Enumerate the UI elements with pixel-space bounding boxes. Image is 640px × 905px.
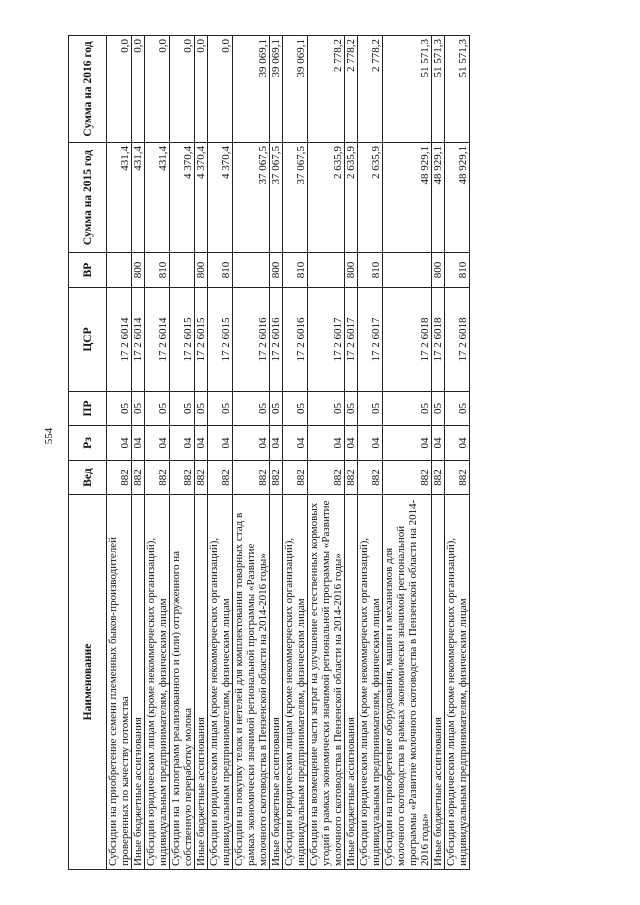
cell-sum-2015: 48 929,1 [432,143,445,253]
cell-vr: 800 [345,253,358,288]
cell-pr: 05 [132,392,145,426]
cell-sum-2016: 0,0 [208,36,233,143]
rotated-table-container [68,36,607,870]
cell-sum-2015: 4 370,4 [208,143,233,253]
cell-rz: 04 [170,426,195,461]
cell-pr: 05 [345,392,358,426]
cell-name: Субсидии юридическим лицам (кроме некоммерческих организаций), индивидуальным предпринимателям, физическим лицам [445,495,470,870]
cell-ved: 882 [283,461,308,495]
cell-rz: 04 [270,426,283,461]
cell-sum-2016: 2 778,2 [358,36,383,143]
cell-vr: 810 [208,253,233,288]
cell-name: Субсидии юридическим лицам (кроме некоммерческих организаций), индивидуальным предпринимателям, физическим лицам [208,495,233,870]
cell-sum-2016: 0,0 [195,36,208,143]
header-name: Наименование [69,495,107,870]
header-sum-2016: Сумма на 2016 год [69,36,107,143]
cell-vr: 800 [195,253,208,288]
cell-vr: 810 [358,253,383,288]
page-number: 554 [43,427,55,445]
cell-rz: 04 [132,426,145,461]
cell-rz: 04 [432,426,445,461]
cell-vr: 810 [145,253,170,288]
cell-pr: 05 [170,392,195,426]
cell-pr: 05 [308,392,345,426]
cell-csr: 17 2 6014 [107,288,132,392]
cell-rz: 04 [345,426,358,461]
cell-sum-2016: 2 778,2 [345,36,358,143]
table-row [283,36,308,870]
cell-sum-2015: 2 635,9 [345,143,358,253]
table-row [195,36,208,870]
cell-rz: 04 [195,426,208,461]
cell-csr: 17 2 6015 [208,288,233,392]
cell-name: Субсидии на приобретение семени племенных быков-производителей проверенных по качеству потомства [107,495,132,870]
cell-sum-2015: 431,4 [132,143,145,253]
cell-pr: 05 [195,392,208,426]
cell-sum-2015: 37 067,5 [270,143,283,253]
cell-sum-2015: 48 929,1 [445,143,470,253]
cell-csr: 17 2 6018 [432,288,445,392]
header-csr: ЦСР [69,288,107,392]
table-row [145,36,170,870]
cell-rz: 04 [445,426,470,461]
cell-vr [233,253,270,288]
cell-sum-2015: 48 929,1 [383,143,432,253]
cell-sum-2016: 51 571,3 [445,36,470,143]
cell-sum-2016: 0,0 [145,36,170,143]
cell-sum-2016: 0,0 [170,36,195,143]
cell-csr: 17 2 6018 [383,288,432,392]
cell-ved: 882 [432,461,445,495]
cell-csr: 17 2 6015 [170,288,195,392]
table-row [233,36,270,870]
cell-sum-2015: 37 067,5 [283,143,308,253]
table-row [345,36,358,870]
cell-name: Иные бюджетные ассигнования [195,495,208,870]
cell-vr [308,253,345,288]
cell-ved: 882 [358,461,383,495]
cell-name: Субсидии на 1 килограмм реализованного и (или) отгруженного на собственную переработку молока [170,495,195,870]
cell-pr: 05 [432,392,445,426]
table-body [107,36,470,870]
cell-name: Иные бюджетные ассигнования [345,495,358,870]
cell-ved: 882 [345,461,358,495]
cell-vr: 810 [445,253,470,288]
cell-name: Иные бюджетные ассигнования [132,495,145,870]
cell-name: Субсидии юридическим лицам (кроме некоммерческих организаций), индивидуальным предпринимателям, физическим лицам [145,495,170,870]
cell-pr: 05 [358,392,383,426]
cell-rz: 04 [383,426,432,461]
cell-pr: 05 [445,392,470,426]
cell-name: Субсидии юридическим лицам (кроме некоммерческих организаций), индивидуальным предпринимателям, физическим лицам [283,495,308,870]
cell-name: Субсидии на приобретение оборудования, машин и механизмов для молочного скотоводства в рамках экономически значимой региональной программы «Развитие молочного скотоводства в Пензенской области на 2014-2016 годы» [383,495,432,870]
cell-name: Субсидии на возмещение части затрат на улучшение естественных кормовых угодий в рамках экономически значимой региональной программы «Развитие молочного скотоводства в Пензенской области на 2014-2016 годы» [308,495,345,870]
cell-vr: 800 [432,253,445,288]
header-rz: Рз [69,426,107,461]
cell-ved: 882 [170,461,195,495]
cell-sum-2015: 4 370,4 [170,143,195,253]
cell-pr: 05 [283,392,308,426]
cell-vr [170,253,195,288]
table-row [107,36,132,870]
cell-sum-2016: 0,0 [132,36,145,143]
budget-table [68,35,470,870]
cell-rz: 04 [308,426,345,461]
cell-sum-2015: 4 370,4 [195,143,208,253]
cell-name: Субсидии юридическим лицам (кроме некоммерческих организаций), индивидуальным предпринимателям, физическим лицам [358,495,383,870]
cell-sum-2015: 37 067,5 [233,143,270,253]
cell-rz: 04 [233,426,270,461]
cell-sum-2016: 39 069,1 [283,36,308,143]
cell-sum-2015: 431,4 [107,143,132,253]
cell-name: Иные бюджетные ассигнования [432,495,445,870]
cell-sum-2015: 431,4 [145,143,170,253]
cell-vr: 810 [283,253,308,288]
cell-pr: 05 [383,392,432,426]
cell-csr: 17 2 6016 [283,288,308,392]
header-pr: ПР [69,392,107,426]
cell-csr: 17 2 6016 [233,288,270,392]
cell-ved: 882 [195,461,208,495]
cell-ved: 882 [145,461,170,495]
cell-rz: 04 [358,426,383,461]
cell-vr [383,253,432,288]
cell-ved: 882 [208,461,233,495]
cell-name: Иные бюджетные ассигнования [270,495,283,870]
cell-sum-2015: 2 635,9 [308,143,345,253]
cell-csr: 17 2 6017 [308,288,345,392]
cell-pr: 05 [145,392,170,426]
cell-csr: 17 2 6014 [145,288,170,392]
cell-sum-2016: 39 069,1 [270,36,283,143]
table-row [445,36,470,870]
cell-sum-2016: 0,0 [107,36,132,143]
cell-rz: 04 [145,426,170,461]
table-header-row [69,36,107,870]
cell-sum-2016: 2 778,2 [308,36,345,143]
header-sum-2015: Сумма на 2015 год [69,143,107,253]
cell-sum-2016: 51 571,3 [432,36,445,143]
cell-csr: 17 2 6017 [358,288,383,392]
cell-name: Субсидии на покупку телок и нетелей для комплектования товарных стад в рамках экономически значимой региональной программы «Развитие молочного скотоводства в Пензенской области на 2014-2016 годы» [233,495,270,870]
cell-pr: 05 [270,392,283,426]
cell-csr: 17 2 6017 [345,288,358,392]
table-row [170,36,195,870]
cell-pr: 05 [107,392,132,426]
cell-rz: 04 [208,426,233,461]
cell-pr: 05 [233,392,270,426]
table-row [358,36,383,870]
header-vr: ВР [69,253,107,288]
table-row [432,36,445,870]
table-row [270,36,283,870]
cell-rz: 04 [107,426,132,461]
cell-vr [107,253,132,288]
cell-vr: 800 [132,253,145,288]
table-row [208,36,233,870]
cell-sum-2015: 2 635,9 [358,143,383,253]
cell-ved: 882 [270,461,283,495]
cell-csr: 17 2 6014 [132,288,145,392]
cell-csr: 17 2 6018 [445,288,470,392]
cell-vr: 800 [270,253,283,288]
cell-pr: 05 [208,392,233,426]
cell-rz: 04 [283,426,308,461]
header-ved: Вед [69,461,107,495]
table-row [132,36,145,870]
cell-ved: 882 [445,461,470,495]
table-row [383,36,432,870]
cell-csr: 17 2 6016 [270,288,283,392]
cell-sum-2016: 51 571,3 [383,36,432,143]
cell-sum-2016: 39 069,1 [233,36,270,143]
cell-ved: 882 [383,461,432,495]
cell-ved: 882 [132,461,145,495]
cell-csr: 17 2 6015 [195,288,208,392]
cell-ved: 882 [233,461,270,495]
cell-ved: 882 [308,461,345,495]
table-row [308,36,345,870]
cell-ved: 882 [107,461,132,495]
